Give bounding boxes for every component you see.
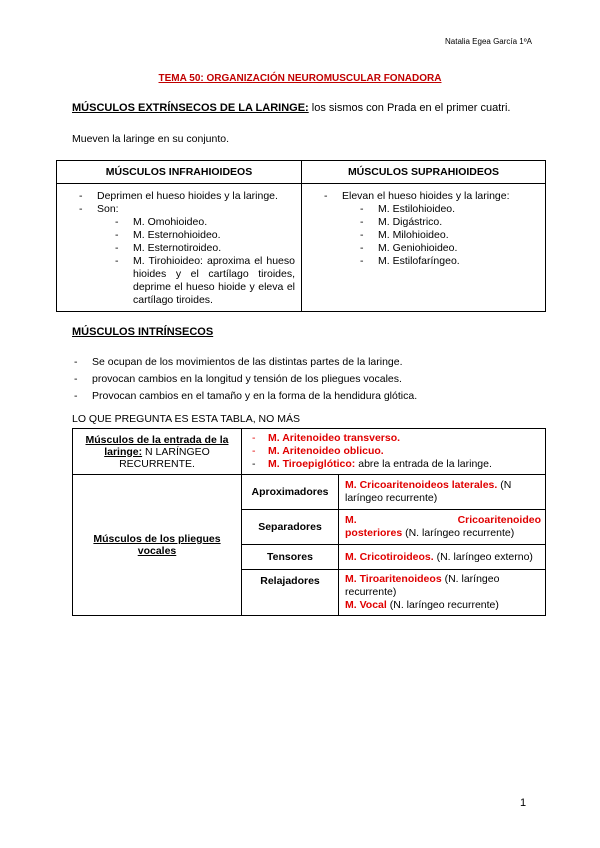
extrinsecos-line [72,102,510,114]
muscle-name: M. Aritenoideo transverso. [268,432,401,444]
muscle-name: M. Cricoaritenoideos laterales. [345,479,498,491]
page-number: 1 [520,797,527,809]
muscle-description: (N. laríngeo externo) [433,550,533,563]
entrada-label-cell [73,429,242,475]
row-muscles [339,510,546,545]
entrada-label-rest: N LARÍNGEO RECURRENTE. [119,445,210,470]
suprahioideos-header: MÚSCULOS SUPRAHIOIDEOS [302,161,546,184]
list-item: - M. Digástrico. [302,216,539,229]
muscle-description: (N. laríngeo recurrente) [402,527,515,539]
infrahioideos-header: MÚSCULOS INFRAHIOIDEOS [57,161,302,184]
muscle-name: M. Tiroaritenoideos [345,573,442,585]
muscle-description: (N. laríngeo recurrente) [345,573,500,598]
list-item: - M. Esternohioideo. [57,229,295,242]
entrada-label: Músculos de la entrada de la laringe: [85,433,229,458]
extrinsecos-description: Mueven la laringe en su conjunto. [72,133,230,145]
row-type: Aproximadores [242,475,339,510]
list-item [248,458,541,471]
list-item: - Deprimen el hueso hioides y la laringe. [57,190,295,203]
muscle-name: M. Aritenoideo oblicuo. [268,445,384,457]
row-type: Relajadores [242,570,339,616]
list-item [248,432,541,445]
list-item: - Son: [57,203,295,216]
entrada-muscles-cell [242,429,546,475]
extrinsecos-heading: MÚSCULOS EXTRÍNSECOS DE LA LARINGE: [72,102,309,114]
page-title: TEMA 50: ORGANIZACIÓN NEUROMUSCULAR FONADORA [158,73,442,84]
extrinsecos-note: los sismos con Prada en el primer cuatri. [308,102,511,114]
list-item: - Provocan cambios en el tamaño y en la forma de la hendidura glótica. [72,388,532,405]
list-item: - M. Geniohioideo. [302,242,539,255]
list-item: - M. Milohioideo. [302,229,539,242]
intrinsecos-table [72,428,546,616]
muscle-description: abre la entrada de la laringe. [355,458,492,470]
list-item: - Elevan el hueso hioides y la laringe: [302,190,539,203]
muscle-name: M. Tiroepiglótico: [268,458,356,470]
list-item [248,445,541,458]
pliegues-label-cell [73,475,242,616]
list-item: - M. Esternotiroideo. [57,242,295,255]
row-type: Separadores [242,510,339,545]
muscle-description: (N. laríngeo recurrente) [386,599,499,611]
row-muscles [339,545,546,570]
muscle-name: M. Vocal [345,599,387,611]
intrinsecos-heading: MÚSCULOS INTRÍNSECOS [72,326,214,338]
list-item: - M. Estilohioideo. [302,203,539,216]
hioideos-table [56,160,546,312]
suprahioideos-cell [302,184,546,312]
list-item: - Se ocupan de los movimientos de las distintas partes de la laringe. [72,354,532,371]
row-muscles [339,570,546,616]
intrinsecos-list [72,354,532,405]
muscle-name: M. Cricoaritenoideo posteriores [345,514,541,539]
muscle-name: M. Cricotiroideos. [345,550,434,563]
list-item: - M. Tirohioideo: aproxima el hueso hioides y el cartílago tiroides, deprime el hueso hioide y eleva el cartílago tiroides. [57,255,295,307]
list-item: - M. Estilofaríngeo. [302,255,539,268]
pliegues-label: Músculos de los pliegues vocales [93,533,221,557]
list-item: - M. Omohioideo. [57,216,295,229]
header-author: Natalia Egea García 1ºA [445,37,532,46]
muscle-description: (N laríngeo recurrente) [345,479,512,504]
list-item: - provocan cambios en la longitud y tensión de los pliegues vocales. [72,371,532,388]
infrahioideos-cell [57,184,302,312]
row-muscles [339,475,546,510]
row-type: Tensores [242,545,339,570]
table-intro: LO QUE PREGUNTA ES ESTA TABLA, NO MÁS [72,413,300,425]
